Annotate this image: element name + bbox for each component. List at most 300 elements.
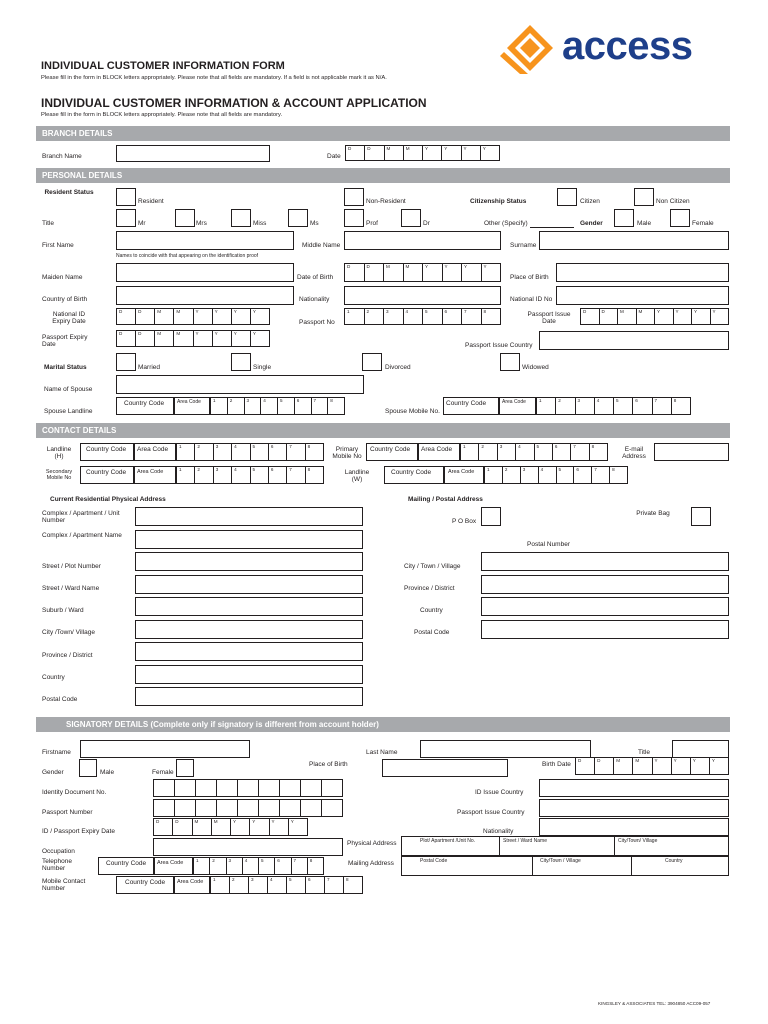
sig-id-issue-country-label: ID Issue Country [475, 789, 524, 796]
complex-name-label: Complex / Apartment Name [42, 532, 122, 539]
cell-3: M [614, 758, 633, 774]
non-citizen-checkbox[interactable] [634, 188, 654, 206]
cell-1: D [345, 264, 365, 281]
sig-birth-date-input[interactable] [575, 757, 729, 775]
mailing-postal-code-label: Postal Code [414, 629, 450, 636]
sig-country-label: Country [665, 858, 683, 864]
resident-checkbox[interactable] [116, 188, 136, 206]
pob-input[interactable] [556, 263, 729, 282]
sig-mobile-number-input[interactable] [210, 876, 363, 894]
suburb-label: Suburb / Ward [42, 607, 84, 614]
cell-5: 5 [614, 398, 633, 414]
secondary-mobile-number-input[interactable] [176, 466, 324, 484]
cell-1: 1 [194, 858, 210, 874]
postal-number-label: Postal Number [527, 541, 570, 548]
cell-7: Y [462, 146, 481, 160]
married-checkbox[interactable] [116, 353, 136, 371]
secondary-mobile-country-code-label: Country Code [86, 469, 127, 476]
sig-gender-label: Gender [42, 769, 64, 776]
cell-5: Y [655, 309, 674, 324]
branch-details-header: BRANCH DETAILS [36, 126, 730, 141]
application-title: INDIVIDUAL CUSTOMER INFORMATION & ACCOUNT APPLICATION [41, 96, 427, 110]
cell-2 [175, 780, 196, 796]
spouse-mobile-number-input[interactable] [536, 397, 691, 415]
mailing-postal-code-input[interactable] [481, 620, 729, 639]
prof-label: Prof [366, 220, 378, 227]
mailing-province-input[interactable] [481, 575, 729, 594]
other-specify-label: Other (Specify) [484, 220, 528, 227]
cell-1: 1 [345, 309, 365, 324]
spouse-landline-label: Spouse Landline [44, 408, 93, 415]
cell-6: Y [674, 309, 693, 324]
cell-7 [280, 780, 301, 796]
cell-3: 3 [249, 877, 268, 893]
province-label: Province / District [42, 652, 93, 659]
cell-2: 2 [479, 444, 497, 460]
other-specify-input[interactable] [530, 227, 574, 228]
primary-mobile-country-code-label: Country Code [370, 446, 411, 453]
cell-6: Y [443, 264, 463, 281]
private-bag-label: Private Bag [636, 510, 670, 517]
cell-4: M [212, 819, 231, 835]
cell-7: 7 [571, 444, 589, 460]
sig-city-town-2-label: City/Town / Village [540, 858, 581, 864]
cell-5: 5 [259, 858, 275, 874]
spouse-country-code-input[interactable] [116, 397, 174, 415]
cell-4: 4 [268, 877, 287, 893]
landline-w-number-input[interactable] [484, 466, 628, 484]
cell-7: 7 [287, 444, 305, 460]
cell-8: Y [289, 819, 308, 835]
street-plot-input[interactable] [135, 552, 363, 571]
cell-6: 6 [553, 444, 571, 460]
sig-tel-country-code-label: Country Code [106, 860, 147, 867]
street-plot-label: Street / Plot Number [42, 563, 101, 570]
cell-4: 4 [232, 467, 250, 483]
dr-checkbox[interactable] [401, 209, 421, 227]
sig-male-label: Male [100, 769, 115, 776]
single-label: Single [253, 364, 272, 371]
sig-passport-number-label: Passport Number [42, 809, 93, 816]
sig-tel-area-code-label: Area Code [157, 860, 184, 866]
first-name-label: First Name [42, 242, 74, 249]
mrs-label: Mrs [196, 220, 207, 227]
cell-2: D [173, 819, 192, 835]
cell-6: 6 [269, 467, 287, 483]
pob-label: Place of Birth [510, 274, 549, 281]
cell-5: 5 [278, 398, 295, 414]
female-checkbox[interactable] [670, 209, 690, 227]
spouse-mobile-area-code-input[interactable] [499, 397, 536, 415]
cell-3: 3 [498, 444, 516, 460]
spouse-area-code-label: Area Code [177, 399, 201, 405]
sig-telephone-label: Telephone Number [42, 858, 72, 873]
cell-5 [238, 780, 259, 796]
cell-6 [259, 780, 280, 796]
cell-8: 8 [328, 398, 345, 414]
cell-1: 1 [211, 877, 230, 893]
spouse-mobile-country-code-label: Country Code [446, 400, 487, 407]
cell-8 [301, 800, 322, 816]
cell-5: Y [653, 758, 672, 774]
cell-7: Y [691, 758, 710, 774]
cell-4: 4 [539, 467, 557, 483]
spouse-landline-number-input[interactable] [210, 397, 345, 415]
passport-issue-input[interactable] [580, 308, 729, 325]
cell-3: M [155, 309, 174, 324]
cell-3: 3 [576, 398, 595, 414]
cell-7: Y [462, 264, 482, 281]
cell-2: 2 [556, 398, 575, 414]
cell-3 [196, 800, 217, 816]
form-instruction: Please fill in the form in BLOCK letters appropriately. Please note that all fields are mandatory. If a field is not applicable mark it as N/A. [41, 75, 387, 81]
cell-1: D [581, 309, 600, 324]
postal-code-input[interactable] [135, 687, 363, 706]
cell-8: 8 [344, 877, 363, 893]
sig-mobile-country-code-label: Country Code [125, 879, 166, 886]
cell-8: 8 [308, 858, 324, 874]
cell-2: 2 [365, 309, 385, 324]
sig-id-expiry-input[interactable] [153, 818, 308, 836]
signatory-details-header: SIGNATORY DETAILS (Complete only if signatory is different from account holder) [36, 717, 730, 732]
cell-4: M [404, 146, 423, 160]
cell-5: 5 [535, 444, 553, 460]
prof-checkbox[interactable] [344, 209, 364, 227]
title-label: Title [42, 220, 55, 227]
cell-4: M [174, 331, 193, 346]
province-input[interactable] [135, 642, 363, 661]
landline-w-area-code-label: Area Code [448, 469, 475, 475]
cell-8: 8 [610, 467, 628, 483]
cell-6: Y [442, 146, 461, 160]
single-checkbox[interactable] [231, 353, 251, 371]
spouse-mobile-country-code-input[interactable] [443, 397, 499, 415]
complex-name-input[interactable] [135, 530, 363, 549]
cell-2: D [136, 309, 155, 324]
sig-plot-apt-label: Plot/ Apartment /Unit No. [420, 838, 476, 844]
cell-8: 8 [306, 444, 324, 460]
sig-id-doc-input[interactable] [153, 779, 343, 797]
cell-7: 7 [462, 309, 482, 324]
sig-birth-date-label: Birth Date [542, 761, 571, 768]
cell-8: Y [710, 758, 729, 774]
widowed-checkbox[interactable] [500, 353, 520, 371]
cell-2: 2 [195, 467, 213, 483]
dob-input[interactable] [344, 263, 501, 282]
nationality-label: Nationality [299, 296, 330, 303]
gender-label: Gender [580, 220, 603, 227]
surname-input[interactable] [539, 231, 729, 250]
sig-firstname-label: Firstname [42, 749, 71, 756]
national-id-input[interactable] [556, 286, 729, 305]
cob-input[interactable] [116, 286, 294, 305]
cell-7: 7 [292, 858, 308, 874]
branch-name-input[interactable] [116, 145, 270, 162]
cob-label: Country of Birth [42, 296, 88, 303]
sig-passport-issue-country-label: Passport Issue Country [457, 809, 525, 816]
cell-2: D [365, 264, 385, 281]
miss-label: Miss [253, 220, 267, 227]
cell-1: 1 [461, 444, 479, 460]
secondary-mobile-area-code-label: Area Code [137, 469, 164, 475]
cell-3 [196, 780, 217, 796]
cell-8: 8 [306, 467, 324, 483]
divorced-checkbox[interactable] [362, 353, 382, 371]
dr-label: Dr [423, 220, 430, 227]
form-title: INDIVIDUAL CUSTOMER INFORMATION FORM [41, 60, 285, 72]
email-input[interactable] [654, 443, 729, 461]
nid-expiry-label: National ID Expiry Date [52, 311, 86, 326]
sig-id-issue-country-input[interactable] [539, 779, 729, 797]
spouse-mobile-label: Spouse Mobile No. [385, 408, 440, 415]
sig-nationality-input[interactable] [539, 818, 729, 836]
spouse-name-input[interactable] [116, 375, 364, 394]
cell-1: D [576, 758, 595, 774]
cell-6: Y [250, 819, 269, 835]
pobox-input[interactable] [481, 507, 501, 526]
passport-no-label: Passport No [299, 319, 335, 326]
cell-3: 3 [384, 309, 404, 324]
passport-issue-label: Passport Issue Date [527, 311, 571, 326]
cell-8: 8 [672, 398, 691, 414]
cell-5: Y [423, 264, 443, 281]
cell-8: 8 [590, 444, 608, 460]
passport-issue-country-input[interactable] [539, 331, 729, 350]
female-label: Female [692, 220, 714, 227]
sig-mailing-address-label: Mailing Address [348, 860, 394, 867]
cell-5: 5 [557, 467, 575, 483]
sig-firstname-input[interactable] [80, 740, 250, 758]
widowed-label: Widowed [522, 364, 549, 371]
sig-mobile-area-code-label: Area Code [177, 879, 204, 885]
married-label: Married [138, 364, 161, 371]
cell-5: Y [423, 146, 442, 160]
cell-2: D [600, 309, 619, 324]
sig-title-label: Title [638, 749, 651, 756]
spouse-name-label: Name of Spouse [44, 386, 93, 393]
cell-7: 7 [653, 398, 672, 414]
cell-1: 1 [177, 444, 195, 460]
city-label: City /Town/ Village [42, 629, 95, 636]
cell-6: Y [672, 758, 691, 774]
resident-status-label: Resident Status [44, 189, 94, 196]
passport-expiry-input[interactable] [116, 330, 270, 347]
surname-label: Surname [510, 242, 537, 249]
branch-date-input[interactable] [345, 145, 500, 161]
maiden-name-label: Maiden Name [42, 274, 83, 281]
cell-4: 4 [232, 444, 250, 460]
cell-5: Y [194, 309, 213, 324]
cell-1 [154, 800, 175, 816]
cell-1: D [154, 819, 173, 835]
first-name-input[interactable] [116, 231, 294, 250]
cell-7: Y [232, 309, 251, 324]
passport-no-input[interactable] [344, 308, 501, 325]
spouse-mobile-area-code-label: Area Code [502, 399, 526, 405]
contact-details-header: CONTACT DETAILS [36, 423, 730, 438]
sig-id-expiry-label: ID / Passport Expiry Date [42, 828, 115, 835]
sig-postal-code-label: Postal Code [420, 858, 448, 864]
primary-mobile-number-input[interactable] [460, 443, 608, 461]
access-wordmark: access [562, 24, 693, 68]
cell-2: D [136, 331, 155, 346]
cell-7 [280, 800, 301, 816]
sig-lastname-input[interactable] [420, 740, 591, 758]
citizen-checkbox[interactable] [557, 188, 577, 206]
non-resident-checkbox[interactable] [344, 188, 364, 206]
cell-3: 3 [214, 467, 232, 483]
cell-6: 6 [269, 444, 287, 460]
cell-8: Y [251, 331, 270, 346]
cell-8: 8 [482, 309, 502, 324]
passport-issue-country-label: Passport Issue Country [465, 342, 533, 349]
cell-4: M [633, 758, 652, 774]
email-label: E-mail Address [622, 446, 646, 461]
dob-label: Date of Birth [297, 274, 334, 281]
cell-1: 1 [211, 398, 228, 414]
private-bag-input[interactable] [691, 507, 711, 526]
street-ward-input[interactable] [135, 575, 363, 594]
cell-3: 3 [245, 398, 262, 414]
cell-7: 7 [287, 467, 305, 483]
miss-checkbox[interactable] [231, 209, 251, 227]
mr-label: Mr [138, 220, 146, 227]
cell-2: 2 [503, 467, 521, 483]
sig-tel-number-input[interactable] [193, 857, 324, 875]
sig-occupation-label: Occupation [42, 848, 75, 855]
cell-1: D [346, 146, 365, 160]
primary-mobile-area-code-label: Area Code [421, 446, 453, 453]
sig-passport-number-input[interactable] [153, 799, 343, 817]
city-input[interactable] [135, 620, 363, 639]
primary-mobile-label: Primary Mobile No [332, 446, 362, 461]
secondary-mobile-label: Secondary Mobile No [45, 469, 73, 482]
sig-street-ward-label: Street / Ward Name [503, 838, 547, 844]
cell-4 [217, 800, 238, 816]
cell-3: M [384, 264, 404, 281]
cell-3: 3 [521, 467, 539, 483]
nationality-input[interactable] [344, 286, 501, 305]
cell-4: 4 [516, 444, 534, 460]
sig-id-doc-label: Identity Document No. [42, 789, 107, 796]
sig-occupation-input[interactable] [153, 838, 343, 856]
cell-2: 2 [230, 877, 249, 893]
male-label: Male [637, 220, 652, 227]
cell-8: Y [251, 309, 270, 324]
mailing-province-label: Province / District [404, 585, 455, 592]
sig-passport-issue-country-input[interactable] [539, 799, 729, 817]
spouse-area-code-input[interactable] [174, 397, 210, 415]
country-input[interactable] [135, 665, 363, 684]
citizenship-status-label: Citizenship Status [470, 198, 527, 205]
cell-3: M [618, 309, 637, 324]
name-note: Names to coincide with that appearing on the identification proof [116, 253, 259, 259]
mailing-country-label: Country [420, 607, 443, 614]
cell-6: Y [213, 309, 232, 324]
cell-3: 3 [227, 858, 243, 874]
footer-credit: KINGSLEY & ASSOCIATES TEL: 3904850 ACC09-057 [598, 1001, 711, 1006]
cell-5: 5 [251, 444, 269, 460]
suburb-input[interactable] [135, 597, 363, 616]
sig-female-checkbox[interactable] [176, 759, 194, 777]
cell-2: D [595, 758, 614, 774]
cell-6: 6 [633, 398, 652, 414]
cell-6: 6 [306, 877, 325, 893]
non-resident-label: Non-Resident [366, 198, 406, 205]
landline-h-number-input[interactable] [176, 443, 324, 461]
cell-2: 2 [210, 858, 226, 874]
cell-2: 2 [228, 398, 245, 414]
mailing-country-input[interactable] [481, 597, 729, 616]
current-address-heading: Current Residential Physical Address [50, 496, 166, 503]
cell-9 [322, 780, 343, 796]
sig-physical-address-label: Physical Address [347, 840, 397, 847]
complex-unit-input[interactable] [135, 507, 363, 526]
cell-3: M [193, 819, 212, 835]
sig-male-checkbox[interactable] [79, 759, 97, 777]
national-id-label: National ID No [510, 296, 553, 303]
pobox-label: P O Box [452, 518, 477, 525]
divorced-label: Divorced [385, 364, 411, 371]
cell-1: 1 [537, 398, 556, 414]
cell-4: M [404, 264, 424, 281]
mailing-city-label: City / Town / Village [404, 563, 461, 570]
middle-name-label: Middle Name [302, 242, 341, 249]
sig-place-of-birth-input[interactable] [382, 759, 508, 777]
resident-label: Resident [138, 198, 164, 205]
postal-code-label: Postal Code [42, 696, 78, 703]
access-diamond-icon [500, 22, 556, 76]
cell-4: 4 [243, 858, 259, 874]
cell-6: Y [213, 331, 232, 346]
mrs-checkbox[interactable] [175, 209, 195, 227]
cell-5: Y [231, 819, 250, 835]
ms-checkbox[interactable] [288, 209, 308, 227]
cell-8: Y [481, 146, 500, 160]
cell-5: Y [194, 331, 213, 346]
cell-4: 4 [404, 309, 424, 324]
branch-name-label: Branch Name [42, 153, 82, 160]
cell-5 [238, 800, 259, 816]
cell-4: M [637, 309, 656, 324]
cell-3: M [385, 146, 404, 160]
cell-6: 6 [295, 398, 312, 414]
cell-1: D [117, 309, 136, 324]
sig-title-input[interactable] [672, 740, 729, 758]
cell-1: 1 [485, 467, 503, 483]
maiden-name-input[interactable] [116, 263, 294, 282]
cell-8: Y [482, 264, 502, 281]
cell-7: 7 [312, 398, 329, 414]
cell-1: 1 [177, 467, 195, 483]
complex-unit-label: Complex / Apartment / Unit Number [42, 510, 120, 525]
cell-8: Y [711, 309, 730, 324]
cell-1: D [117, 331, 136, 346]
male-checkbox[interactable] [614, 209, 634, 227]
application-instruction: Please fill in the form in BLOCK letters appropriately. Please note that all fields are mandatory. [41, 112, 283, 118]
sig-city-town-label: City/Town/ Village [618, 838, 658, 844]
ms-label: Ms [310, 220, 319, 227]
mr-checkbox[interactable] [116, 209, 136, 227]
access-logo [498, 22, 738, 76]
nid-expiry-input[interactable] [116, 308, 270, 325]
country-label: Country [42, 674, 65, 681]
cell-7: 7 [592, 467, 610, 483]
cell-5: 5 [251, 467, 269, 483]
cell-7: 7 [325, 877, 344, 893]
mailing-city-input[interactable] [481, 552, 729, 571]
middle-name-input[interactable] [344, 231, 501, 250]
